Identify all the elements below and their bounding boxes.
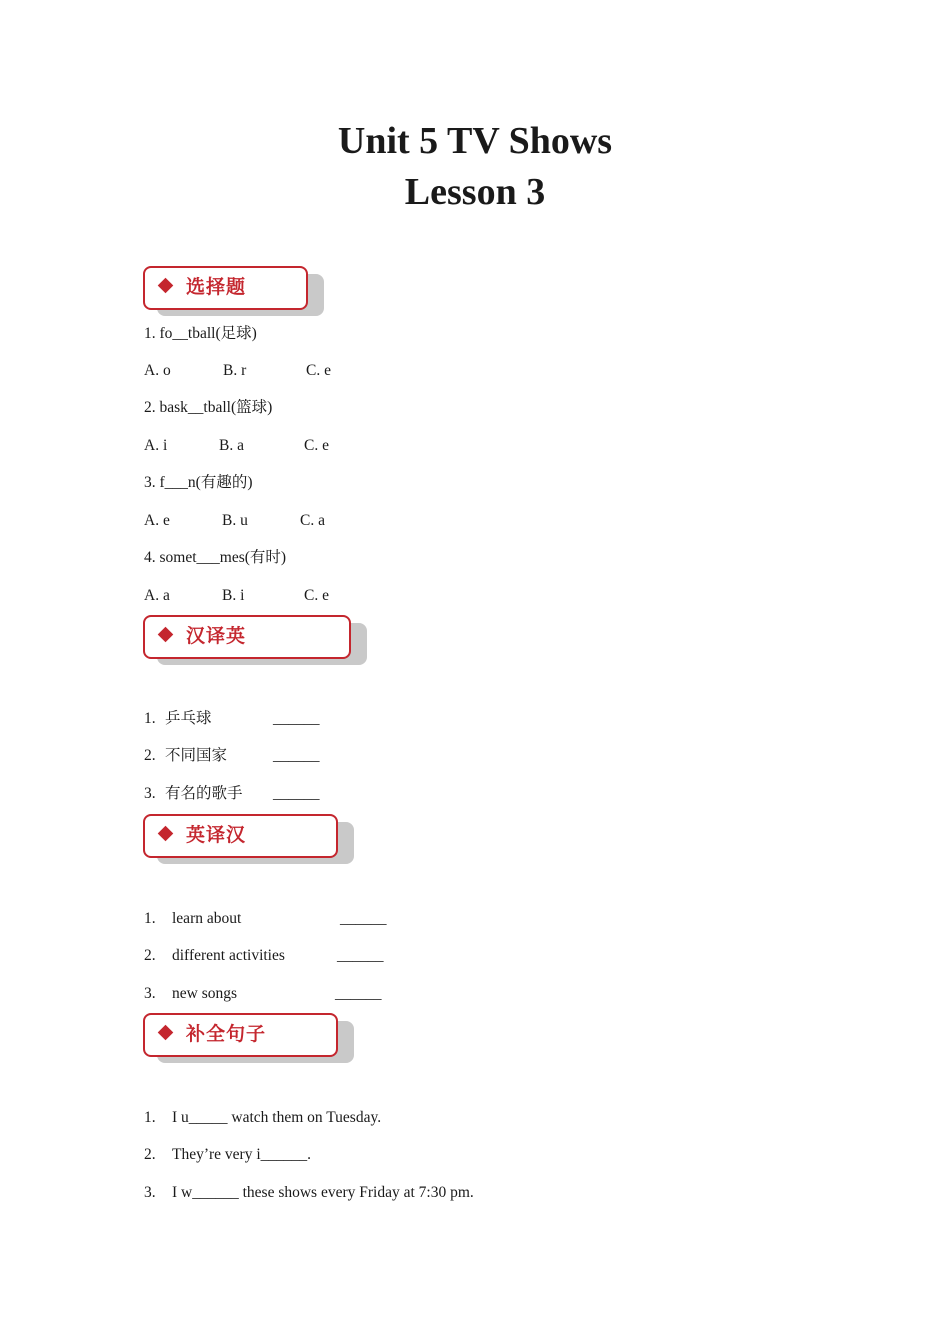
question-stem: 2. bask__tball(篮球) [144,399,273,416]
sentence-text: They’re very i______. [172,1146,312,1163]
option: A. e [144,512,170,529]
section-heading-label: 汉译英 [186,625,247,647]
item-text: 有名的歌手 [165,785,243,802]
item-number: 3. [144,785,156,802]
option: B. r [223,362,247,379]
item-number: 3. [144,1184,156,1201]
answer-blank: ______ [273,747,320,764]
sentence-text: I w______ these shows every Friday at 7:30 pm. [172,1184,474,1201]
option: C. e [304,587,329,604]
question-stem: 4. somet___mes(有时) [144,549,287,566]
option: A. i [144,437,168,454]
item-number: 3. [144,985,156,1002]
item-number: 2. [144,1146,156,1163]
answer-blank: ______ [273,710,320,727]
section-heading-label: 英译汉 [186,824,247,846]
option: B. i [222,587,245,604]
item-number: 1. [144,1109,156,1126]
item-number: 1. [144,910,156,927]
item-text: 乒乓球 [165,710,212,727]
section-heading-multiple-choice [143,266,308,310]
title-unit: Unit 5 TV Shows [337,120,613,162]
item-number: 1. [144,710,156,727]
sentence-text: I u_____ watch them on Tuesday. [172,1109,382,1126]
question-stem: 1. fo__tball(足球) [144,325,257,342]
answer-blank: ______ [340,910,387,927]
section-heading-label: 补全句子 [186,1023,267,1045]
section-heading-chinese-to-english [143,615,351,659]
section-heading-complete-sentences [143,1013,338,1057]
answer-blank: ______ [335,985,382,1002]
item-text: new songs [172,985,238,1002]
option: B. u [222,512,248,529]
answer-blank: ______ [337,947,384,964]
item-number: 2. [144,747,156,764]
option: B. a [219,437,244,454]
option: C. e [306,362,331,379]
answer-blank: ______ [273,785,320,802]
item-text: learn about [172,910,242,927]
item-text: 不同国家 [165,747,228,764]
item-number: 2. [144,947,156,964]
option: A. o [144,362,171,379]
question-stem: 3. f___n(有趣的) [144,474,253,491]
section-heading-label: 选择题 [186,276,247,298]
section-heading-english-to-chinese [143,814,338,858]
option: C. a [300,512,325,529]
title-lesson: Lesson 3 [404,171,546,213]
option: A. a [144,587,170,604]
item-text: different activities [172,947,285,964]
option: C. e [304,437,329,454]
